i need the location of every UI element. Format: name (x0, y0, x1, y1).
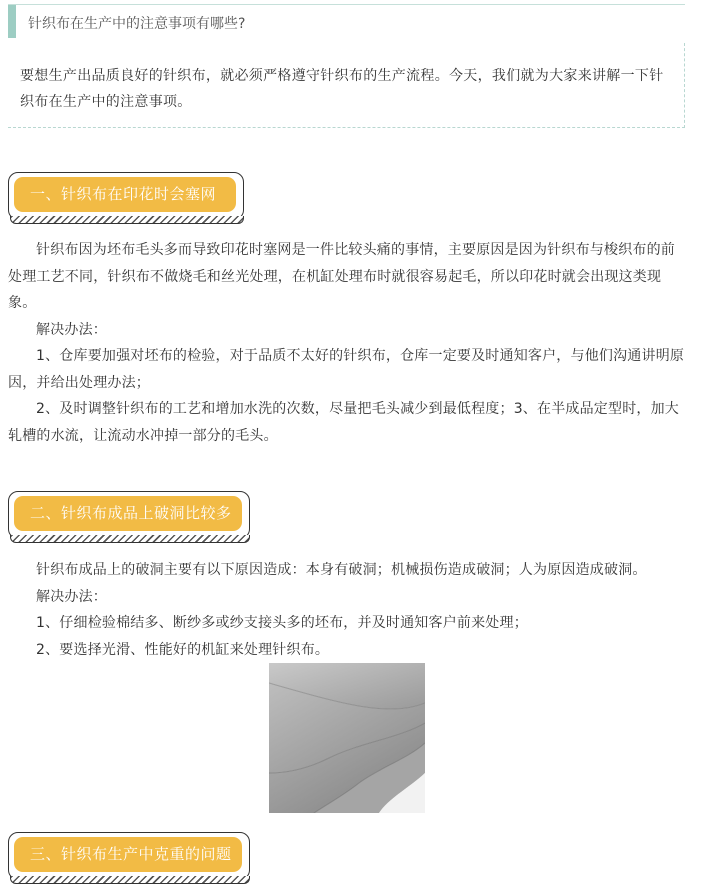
section-3-badge-hatch (10, 876, 250, 884)
section-1-step-2: 2、及时调整针织布的工艺和增加水洗的次数，尽量把毛头减少到最低程度；3、在半成品定型时，加大轧槽的水流，让流动水冲掉一部分的毛头。 (8, 401, 680, 444)
fabric-image (269, 663, 425, 813)
article-title-bar (8, 4, 685, 43)
section-2-step-1: 1、仔细检验棉结多、断纱多或纱支接头多的坯布，并及时通知客户前来处理； (36, 615, 528, 631)
article (8, 0, 685, 863)
article-title: 针织布在生产中的注意事项有哪些? (28, 16, 246, 32)
section-1-step-1: 1、仓库要加强对坯布的检验，对于品质不太好的针织布，仓库一定要及时通知客户，与他们沟通讲明原因，并给出处理办法； (8, 348, 685, 391)
section-2-paragraph: 针织布成品上的破洞主要有以下原因造成：本身有破洞；机械损伤造成破洞；人为原因造成破洞。 (36, 562, 647, 578)
section-1-body (8, 237, 685, 449)
gray-knit-fabric-photo (269, 663, 425, 813)
section-1-solution-label: 解决办法： (36, 321, 107, 338)
intro-box (8, 43, 685, 128)
section-1-badge-hatch (10, 216, 244, 224)
section-1-title: 一、针织布在印花时会塞网 (14, 177, 236, 212)
intro-text: 要想生产出品质良好的针织布，就必须严格遵守针织布的生产流程。今天，我们就为大家来讲解一下针织布在生产中的注意事项。 (20, 68, 664, 110)
section-2-title: 二、针织布成品上破洞比较多 (14, 496, 242, 531)
section-2-step-2: 2、要选择光滑、性能好的机缸来处理针织布。 (36, 641, 330, 658)
section-2-heading (8, 491, 250, 543)
section-1-heading (8, 172, 244, 224)
section-2-badge-hatch (10, 535, 250, 543)
section-2-body (8, 557, 685, 663)
section-3-heading (8, 832, 250, 884)
section-1-paragraph: 针织布因为坯布毛头多而导致印花时塞网是一件比较头痛的事情，主要原因是因为针织布与梭织布的前处理工艺不同，针织布不做烧毛和丝光处理，在机缸处理布时就很容易起毛，所以印花时就会出现这类现象。 (8, 242, 675, 311)
title-accent-bar (8, 5, 16, 38)
section-3-title: 三、针织布生产中克重的问题 (14, 837, 242, 872)
section-2-solution-label: 解决办法： (36, 588, 107, 605)
